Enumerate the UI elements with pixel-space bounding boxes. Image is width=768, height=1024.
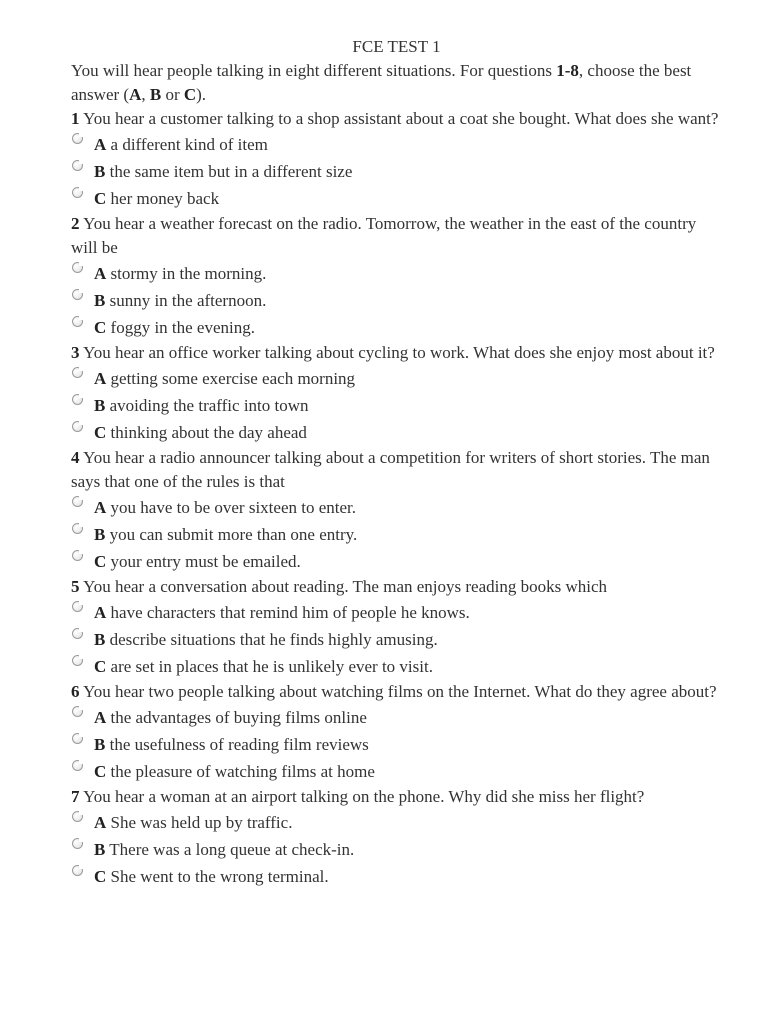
instructions-sep: , bbox=[141, 85, 150, 104]
page-title: FCE TEST 1 bbox=[352, 37, 441, 56]
option-6-a[interactable] bbox=[71, 704, 722, 731]
option-7-c[interactable] bbox=[71, 863, 722, 890]
question-text: You hear a radio announcer talking about a competition for writers of short stories. The man says that one of the rules is that bbox=[71, 448, 710, 491]
option-letter: C bbox=[94, 189, 107, 208]
option-5-a[interactable] bbox=[71, 599, 722, 626]
radio-button-icon[interactable] bbox=[72, 628, 83, 639]
instructions-letter-a: A bbox=[129, 85, 142, 104]
question-text: You hear a woman at an airport talking on the phone. Why did she miss her flight? bbox=[79, 787, 645, 806]
option-text: the advantages of buying films online bbox=[106, 708, 367, 727]
option-6-b[interactable] bbox=[71, 731, 722, 758]
option-5-b[interactable] bbox=[71, 626, 722, 653]
question-7 bbox=[71, 785, 722, 809]
option-letter: A bbox=[94, 264, 107, 283]
option-3-b[interactable] bbox=[71, 392, 722, 419]
option-letter: C bbox=[94, 552, 107, 571]
radio-button-icon[interactable] bbox=[72, 262, 83, 273]
question-text: You hear a conversation about reading. The man enjoys reading books which bbox=[79, 577, 608, 596]
instructions-range: 1-8 bbox=[556, 61, 579, 80]
question-text: You hear a customer talking to a shop assistant about a coat she bought. What does she want? bbox=[79, 109, 719, 128]
question-number: 6 bbox=[71, 682, 80, 701]
radio-button-icon[interactable] bbox=[72, 838, 83, 849]
option-1-c[interactable] bbox=[71, 185, 722, 212]
question-text: You hear two people talking about watching films on the Internet. What do they agree about? bbox=[79, 682, 717, 701]
question-4 bbox=[71, 446, 722, 494]
radio-button-icon[interactable] bbox=[72, 655, 83, 666]
question-text: You hear a weather forecast on the radio. Tomorrow, the weather in the east of the country will be bbox=[71, 214, 697, 257]
option-2-b[interactable] bbox=[71, 287, 722, 314]
radio-button-icon[interactable] bbox=[72, 496, 83, 507]
instructions-letter-b: B bbox=[149, 85, 162, 104]
option-text: the usefulness of reading film reviews bbox=[105, 735, 369, 754]
instructions-prefix: You will hear people talking in eight different situations. For questions bbox=[71, 61, 557, 80]
option-letter: B bbox=[94, 840, 106, 859]
question-number: 5 bbox=[71, 577, 80, 596]
question-text: You hear an office worker talking about cycling to work. What does she enjoy most about it? bbox=[79, 343, 715, 362]
option-letter: C bbox=[94, 657, 107, 676]
option-letter: A bbox=[94, 498, 107, 517]
option-text: foggy in the evening. bbox=[106, 318, 255, 337]
option-text: a different kind of item bbox=[106, 135, 268, 154]
radio-button-icon[interactable] bbox=[72, 367, 83, 378]
option-7-b[interactable] bbox=[71, 836, 722, 863]
option-text: her money back bbox=[106, 189, 220, 208]
option-letter: C bbox=[94, 867, 107, 886]
radio-button-icon[interactable] bbox=[72, 811, 83, 822]
option-text: you have to be over sixteen to enter. bbox=[106, 498, 357, 517]
radio-button-icon[interactable] bbox=[72, 133, 83, 144]
question-list bbox=[71, 107, 722, 890]
option-letter: A bbox=[94, 708, 107, 727]
instructions-suffix: ). bbox=[196, 85, 207, 104]
option-6-c[interactable] bbox=[71, 758, 722, 785]
question-number: 1 bbox=[71, 109, 80, 128]
option-text: are set in places that he is unlikely ever to visit. bbox=[106, 657, 433, 676]
option-text: There was a long queue at check-in. bbox=[105, 840, 355, 859]
option-letter: B bbox=[94, 735, 106, 754]
option-text: your entry must be emailed. bbox=[106, 552, 301, 571]
instructions-or: or bbox=[161, 85, 184, 104]
option-letter: B bbox=[94, 162, 106, 181]
radio-button-icon[interactable] bbox=[72, 394, 83, 405]
option-text: stormy in the morning. bbox=[106, 264, 267, 283]
radio-button-icon[interactable] bbox=[72, 160, 83, 171]
instructions bbox=[71, 59, 722, 107]
option-letter: C bbox=[94, 318, 107, 337]
radio-button-icon[interactable] bbox=[72, 421, 83, 432]
option-letter: A bbox=[94, 813, 107, 832]
instructions-letter-c: C bbox=[183, 85, 197, 104]
question-2 bbox=[71, 212, 722, 260]
radio-button-icon[interactable] bbox=[72, 316, 83, 327]
option-text: avoiding the traffic into town bbox=[105, 396, 309, 415]
option-5-c[interactable] bbox=[71, 653, 722, 680]
radio-button-icon[interactable] bbox=[72, 760, 83, 771]
option-4-c[interactable] bbox=[71, 548, 722, 575]
option-text: thinking about the day ahead bbox=[106, 423, 307, 442]
option-letter: C bbox=[94, 423, 107, 442]
option-3-c[interactable] bbox=[71, 419, 722, 446]
option-letter: A bbox=[94, 135, 107, 154]
radio-button-icon[interactable] bbox=[72, 601, 83, 612]
radio-button-icon[interactable] bbox=[72, 523, 83, 534]
option-letter: B bbox=[94, 396, 106, 415]
instructions-middle: , choose the best answer ( bbox=[71, 61, 692, 104]
option-text: She was held up by traffic. bbox=[106, 813, 293, 832]
radio-button-icon[interactable] bbox=[72, 187, 83, 198]
option-letter: B bbox=[94, 525, 106, 544]
radio-button-icon[interactable] bbox=[72, 865, 83, 876]
radio-button-icon[interactable] bbox=[72, 733, 83, 744]
question-1 bbox=[71, 107, 722, 131]
option-text: have characters that remind him of people he knows. bbox=[106, 603, 470, 622]
question-6 bbox=[71, 680, 722, 704]
question-number: 4 bbox=[71, 448, 80, 467]
option-text: describe situations that he finds highly amusing. bbox=[105, 630, 438, 649]
option-4-a[interactable] bbox=[71, 494, 722, 521]
option-7-a[interactable] bbox=[71, 809, 722, 836]
radio-button-icon[interactable] bbox=[72, 706, 83, 717]
option-1-b[interactable] bbox=[71, 158, 722, 185]
option-letter: A bbox=[94, 603, 107, 622]
option-text: getting some exercise each morning bbox=[106, 369, 356, 388]
question-5 bbox=[71, 575, 722, 599]
question-number: 3 bbox=[71, 343, 80, 362]
option-3-a[interactable] bbox=[71, 365, 722, 392]
option-2-a[interactable] bbox=[71, 260, 722, 287]
option-letter: B bbox=[94, 630, 106, 649]
option-text: you can submit more than one entry. bbox=[105, 525, 358, 544]
option-4-b[interactable] bbox=[71, 521, 722, 548]
option-text: the same item but in a different size bbox=[105, 162, 353, 181]
question-3 bbox=[71, 341, 722, 365]
option-text: the pleasure of watching films at home bbox=[106, 762, 375, 781]
option-text: She went to the wrong terminal. bbox=[106, 867, 329, 886]
question-number: 7 bbox=[71, 787, 80, 806]
radio-button-icon[interactable] bbox=[72, 289, 83, 300]
option-text: sunny in the afternoon. bbox=[105, 291, 267, 310]
option-letter: C bbox=[94, 762, 107, 781]
option-2-c[interactable] bbox=[71, 314, 722, 341]
question-number: 2 bbox=[71, 214, 80, 233]
option-1-a[interactable] bbox=[71, 131, 722, 158]
option-letter: B bbox=[94, 291, 106, 310]
radio-button-icon[interactable] bbox=[72, 550, 83, 561]
option-letter: A bbox=[94, 369, 107, 388]
